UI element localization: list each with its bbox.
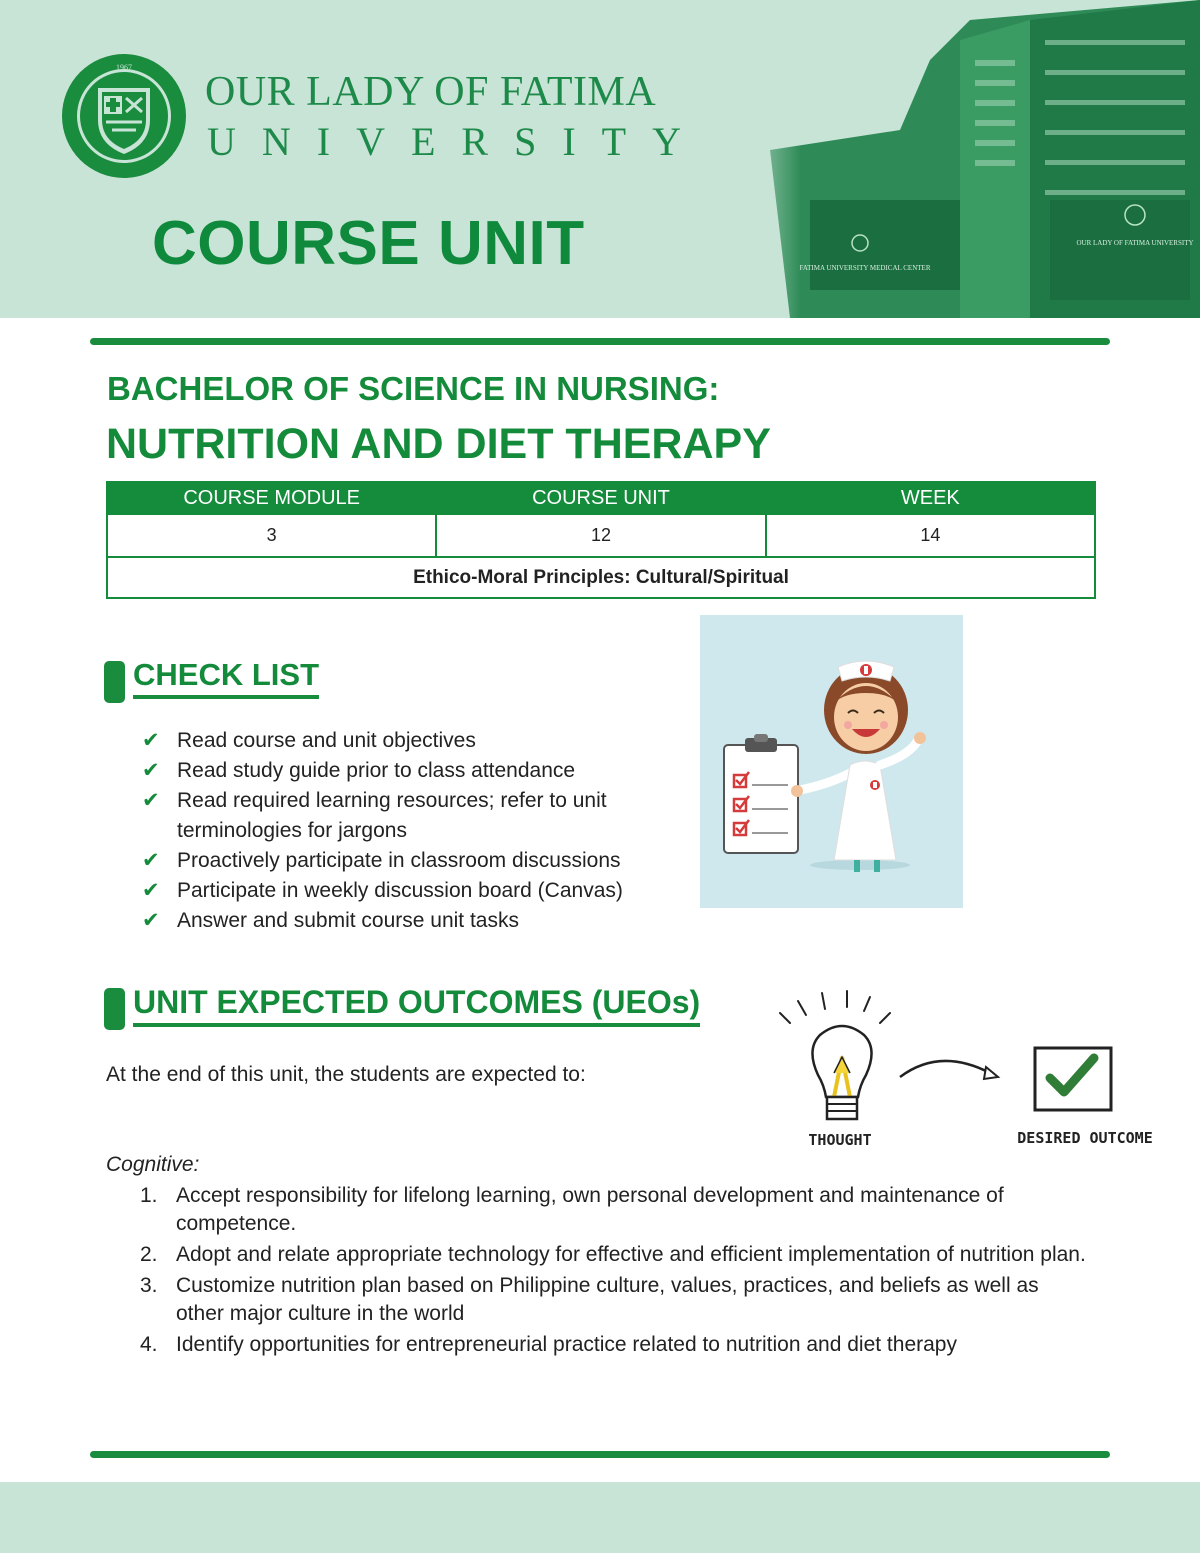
list-item	[142, 876, 682, 906]
value-course-unit: 12	[436, 514, 765, 557]
header-banner	[0, 0, 1200, 318]
cognitive-label: Cognitive:	[106, 1153, 200, 1176]
checklist-heading: CHECK LIST	[133, 657, 319, 699]
list-item	[140, 1272, 1090, 1328]
checklist-item-text: Proactively participate in classroom discussions	[177, 849, 621, 872]
list-item	[142, 906, 682, 936]
checklist-item-text: Answer and submit course unit tasks	[177, 909, 519, 932]
list-item	[142, 786, 682, 846]
list-item	[142, 846, 682, 876]
seal-year: 1967	[116, 63, 132, 72]
outcome-text: Accept responsibility for lifelong learning, own personal development and maintenance of competence.	[176, 1184, 1004, 1235]
table-row	[107, 557, 1095, 598]
desired-outcome-label: DESIRED OUTCOME	[1017, 1129, 1153, 1147]
header-course-module: COURSE MODULE	[107, 482, 436, 514]
checklist	[142, 726, 682, 936]
checklist-item-text: Read course and unit objectives	[177, 729, 476, 752]
checklist-item-text: Read required learning resources; refer to unit terminologies for jargons	[177, 789, 607, 842]
unit-topic: Ethico-Moral Principles: Cultural/Spiritual	[107, 557, 1095, 598]
course-title: NUTRITION AND DIET THERAPY	[106, 420, 771, 468]
item-number: 1.	[140, 1184, 158, 1207]
lightbulb-icon	[812, 1026, 871, 1119]
header-week: WEEK	[766, 482, 1095, 514]
idea-rays	[780, 991, 890, 1023]
list-item	[142, 756, 682, 786]
list-item	[142, 726, 682, 756]
item-number: 4.	[140, 1333, 158, 1356]
university-name-line1: OUR LADY OF FATIMA	[205, 69, 657, 115]
ueo-heading: UNIT EXPECTED OUTCOMES (UEOs)	[133, 984, 700, 1027]
checkbox-checked-icon	[1035, 1048, 1111, 1110]
header-course-unit: COURSE UNIT	[436, 482, 765, 514]
university-building-image	[730, 0, 1200, 318]
checkmark-icon: ✔	[142, 879, 160, 902]
section-marker	[104, 661, 125, 703]
top-divider	[90, 338, 1110, 345]
thought-to-outcome-graphic	[760, 985, 1180, 1150]
checklist-item-text: Participate in weekly discussion board (Canvas)	[177, 879, 623, 902]
list-item	[140, 1182, 1090, 1238]
value-week: 14	[766, 514, 1095, 557]
checklist-item-text: Read study guide prior to class attendance	[177, 759, 576, 782]
course-info-table	[106, 481, 1096, 599]
section-marker	[104, 988, 125, 1030]
list-item	[140, 1331, 1090, 1359]
university-seal-logo	[60, 52, 188, 180]
checklist-section-header	[104, 657, 319, 703]
list-item	[140, 1241, 1090, 1269]
outcomes-list	[140, 1182, 1090, 1362]
program-name: BACHELOR OF SCIENCE IN NURSING:	[107, 370, 720, 407]
checkmark-icon: ✔	[142, 789, 160, 812]
arrow-icon	[900, 1061, 998, 1079]
item-number: 2.	[140, 1243, 158, 1266]
checkmark-icon: ✔	[142, 849, 160, 872]
nurse-illustration	[700, 615, 963, 908]
item-number: 3.	[140, 1274, 158, 1297]
outcome-text: Identify opportunities for entrepreneurial practice related to nutrition and diet therapy	[176, 1333, 957, 1356]
checkmark-icon: ✔	[142, 909, 160, 932]
thought-label: THOUGHT	[808, 1131, 872, 1149]
ueo-intro: At the end of this unit, the students are expected to:	[106, 1063, 586, 1086]
university-name-line2: UNIVERSITY	[207, 119, 707, 164]
footer-band	[0, 1482, 1200, 1553]
checkmark-icon: ✔	[142, 759, 160, 782]
ueo-section-header	[104, 984, 700, 1030]
bottom-divider	[90, 1451, 1110, 1458]
outcome-text: Customize nutrition plan based on Philippine culture, values, practices, and beliefs as well as other major culture in the world	[176, 1274, 1039, 1325]
table-row	[107, 514, 1095, 557]
table-header-row	[107, 482, 1095, 514]
value-course-module: 3	[107, 514, 436, 557]
outcome-text: Adopt and relate appropriate technology for effective and efficient implementation of nutrition plan.	[176, 1243, 1086, 1266]
document-type-title: COURSE UNIT	[152, 209, 585, 278]
checkmark-icon: ✔	[142, 729, 160, 752]
